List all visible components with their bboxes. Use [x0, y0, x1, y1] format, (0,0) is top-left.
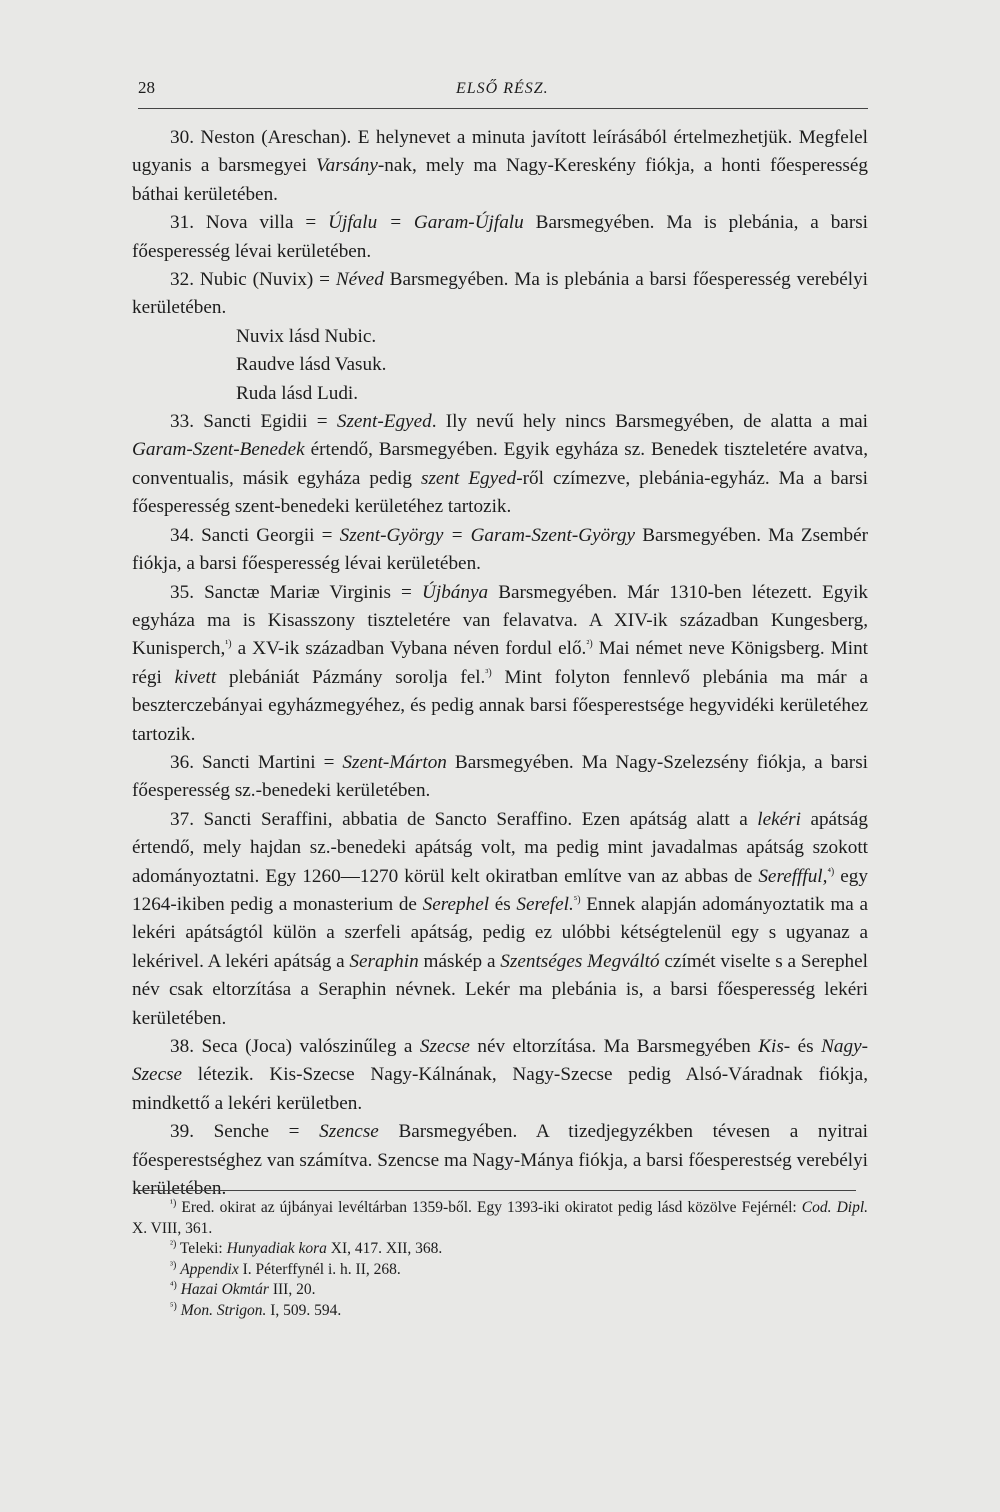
footnote-marker: ³)	[485, 667, 492, 679]
italic-text: Garam-Szent-Benedek	[132, 439, 305, 461]
text-run: Teleki:	[176, 1240, 227, 1257]
text-run: Barsmegyében. Már 1310-ben létezett. Egyik egyháza ma is Kisasszony tiszteletére van felavatva. A XIV-ik században Kungesberg, Kunisperch,	[132, 581, 868, 660]
text-run: . Ily nevű hely nincs Barsmegyében, de alatta a mai	[431, 411, 869, 433]
cross-reference: Ruda lásd Ludi.	[236, 382, 359, 404]
text-run: XI, 417. XII, 368.	[326, 1240, 443, 1257]
italic-text: Hunyadiak kora	[226, 1240, 327, 1257]
italic-text: kivett	[174, 666, 217, 688]
text-run: 32. Nubic (Nuvix) =	[170, 269, 336, 291]
text-run: Mint folyton fennlevő plebánia ma már a beszterczebányai egyházmegyéhez, és pedig annak barsi főesperestsége hegyvidéki kerületéhez tartozik.	[132, 666, 868, 745]
text-run: Barsmegyében. Ma Nagy-Szelezsény fiókja, a barsi főesperesség sz.-benedeki kerületében.	[132, 751, 868, 802]
italic-text: Mon. Strigon.	[180, 1301, 267, 1319]
text-run: értendő, Barsmegyében. Egyik egyháza sz. Benedek tiszteletére avatva, conventualis, másik egyháza pedig	[132, 439, 868, 489]
footnotes	[132, 1198, 868, 1321]
footnote-rule	[136, 1190, 856, 1191]
italic-text: Varsány	[316, 155, 378, 177]
text-run: 38. Seca (Joca) valószinűleg a	[170, 1036, 420, 1057]
italic-text: Kis-	[758, 1036, 791, 1057]
text-run: 37. Sancti Seraffini, abbatia de Sancto Seraffino. Ezen apátság alatt a	[170, 808, 758, 830]
gazetteer-entry	[132, 749, 868, 806]
text-run: 39. Senche =	[170, 1121, 320, 1143]
cross-reference: Raudve lásd Vasuk.	[236, 354, 387, 376]
italic-text: Appendix	[180, 1260, 239, 1278]
footnote-marker: ¹)	[225, 638, 232, 650]
text-run: máskép a	[418, 950, 501, 972]
footnote-marker: ¹)	[170, 1197, 177, 1209]
text-run: egy 1264-ikiben pedig a monasterium de	[132, 865, 868, 915]
footnote-marker: ³)	[170, 1259, 177, 1271]
footnote-marker: ²)	[586, 638, 593, 650]
italic-text: Szecse	[419, 1036, 470, 1057]
footnote	[132, 1280, 868, 1301]
cross-reference: Nuvix lásd Nubic.	[236, 325, 377, 347]
text-run: a XV-ik században Vybana néven fordul elő.	[231, 638, 587, 660]
italic-text: Cod. Dipl.	[801, 1199, 869, 1216]
footnote-marker: ²)	[170, 1238, 177, 1250]
text-run: apátság értendő, mely hajdan sz.-benedeki apátság volt, ma pedig mint javadalmas apátság szokott adományoztatni. Egy 1260—1270 körül kelt okiratban említve van az abbas de	[132, 808, 868, 887]
gazetteer-entry	[132, 266, 868, 323]
text-run: 36. Sancti Martini =	[170, 751, 343, 773]
italic-text: Szent-Egyed	[336, 411, 432, 433]
text-run: Barsmegyében. Ma is plebánia a barsi főesperesség verebélyi kerületében.	[132, 269, 868, 319]
gazetteer-entry	[132, 1033, 868, 1118]
italic-text: Szentséges Megváltó	[500, 950, 660, 972]
text-run: 35. Sanctæ Mariæ Virginis =	[170, 581, 422, 603]
entries-group-b	[132, 408, 868, 1203]
page-number: 28	[138, 78, 155, 97]
header-rule	[138, 108, 868, 109]
italic-text: Serefel.	[516, 893, 574, 915]
text-run: Barsmegyében. A tizedjegyzékben tévesen a nyitrai főesperestséghez van számítva. Szencse ma Nagy-Mánya fiókja, a barsi főesperestség verebélyi kerületében.	[132, 1121, 868, 1200]
text-run: 31. Nova villa =	[170, 212, 329, 234]
text-run: Barsmegyében. Ma Zsembér fiókja, a barsi főesperesség lévai kerületében.	[132, 524, 868, 575]
italic-text: Újbánya	[422, 581, 489, 603]
text-run: és	[790, 1036, 822, 1057]
italic-text: lekéri	[757, 808, 801, 830]
page-header	[138, 78, 868, 112]
italic-text: Nagy-Szecse	[132, 1036, 869, 1086]
text-run: 34. Sancti Georgii =	[170, 524, 340, 546]
footnote-marker: ⁴)	[170, 1279, 177, 1291]
text-run: 33. Sancti Egidii =	[170, 411, 337, 433]
gazetteer-entry	[132, 579, 868, 749]
text-run: Ennek alapján adományoztatik ma a lekéri apátságtól külön a szerfeli apátság, pedig ez ulóbbi kétségtelenül egy s ugyanaz a lekérivel. A lekéri apátság a	[132, 893, 868, 972]
gazetteer-entry	[132, 408, 868, 522]
text-run: név eltorzítása. Ma Barsmegyében	[469, 1036, 759, 1057]
footnote	[132, 1198, 868, 1239]
italic-text: Szent-György = Garam-Szent-György	[339, 524, 636, 546]
italic-text: Néved	[335, 269, 384, 291]
text-run: -nak, mely ma Nagy-Kereskény fiókja, a honti főesperesség báthai kerületében.	[132, 155, 869, 205]
gazetteer-entry	[132, 124, 868, 209]
italic-text: Szencse	[319, 1121, 379, 1143]
text-run: plebániát Pázmány sorolja fel.	[216, 666, 486, 688]
running-title: ELSŐ RÉSZ.	[456, 80, 549, 97]
footnote-marker: ⁴)	[827, 866, 835, 878]
gazetteer-entry	[132, 806, 868, 1033]
text-run: X. VIII, 361.	[132, 1219, 213, 1237]
text-run: czímét viselte s a Serephel név csak eltorzítása a Seraphin névnek. Lekér ma plebánia is, a barsi főesperesség lekéri kerületében.	[132, 950, 868, 1029]
text-run: Mai német neve Königsberg. Mint régi	[132, 638, 869, 688]
footnote-marker: ⁵)	[573, 894, 581, 906]
footnote	[132, 1260, 868, 1281]
text-run: III, 20.	[268, 1281, 316, 1298]
entries-group-a	[132, 124, 868, 323]
cross-references	[132, 323, 868, 408]
italic-text: szent Egyed	[420, 467, 517, 489]
main-text	[132, 124, 868, 1203]
italic-text: Hazai Okmtár	[180, 1281, 269, 1298]
text-run: I. Péterffynél i. h. II, 268.	[238, 1260, 401, 1278]
italic-text: Szent-Márton	[342, 751, 447, 773]
italic-text: Sereffful,	[758, 865, 828, 887]
text-run: és	[489, 893, 517, 915]
text-run: I, 509. 594.	[266, 1301, 342, 1319]
text-run: Ered. okirat az újbányai levéltárban 1359-ből. Egy 1393-iki okiratot pedig lásd közölve Fejérnél:	[176, 1199, 802, 1216]
italic-text: Serephel	[422, 893, 490, 915]
text-run: 30. Neston (Areschan). E helynevet a minuta javított leírásából értelmezhetjük. Megfelel ugyanis a barsmegyei	[132, 127, 868, 177]
text-run: létezik. Kis-Szecse Nagy-Kálnának, Nagy-Szecse pedig Alsó-Váradnak fiókja, mindkettő a lekéri kerületben.	[132, 1064, 868, 1114]
italic-text: Seraphin	[349, 950, 419, 972]
text-run: Barsmegyében. Ma is plebánia, a barsi főesperesség lévai kerületében.	[132, 212, 869, 262]
footnote-marker: ⁵)	[170, 1300, 177, 1312]
footnote	[132, 1239, 868, 1260]
footnote	[132, 1301, 868, 1322]
gazetteer-entry	[132, 209, 868, 266]
italic-text: Újfalu = Garam-Újfalu	[328, 212, 524, 234]
text-run: -ről czímezve, plebánia-egyház. Ma a barsi főesperesség szent-benedeki kerületéhez tartozik.	[132, 467, 868, 518]
gazetteer-entry	[132, 522, 868, 579]
